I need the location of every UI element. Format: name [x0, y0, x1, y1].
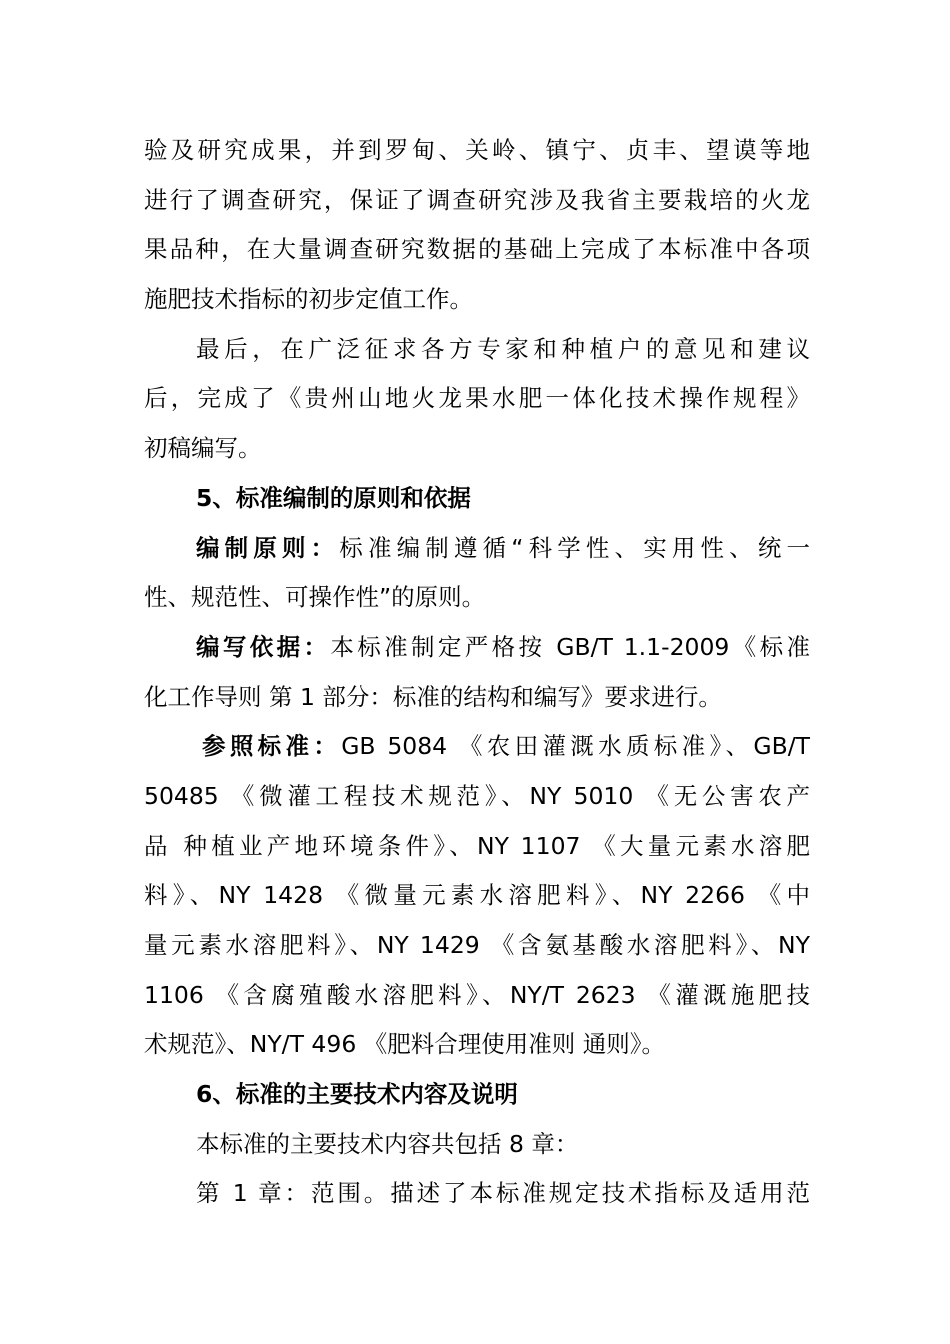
section-heading-6: 6、标准的主要技术内容及说明 — [196, 1080, 518, 1109]
paragraph-line: 进行了调查研究，保证了调查研究涉及我省主要栽培的火龙 — [144, 185, 810, 214]
references-line — [144, 722, 810, 772]
references-label: 参照标准： — [202, 732, 342, 761]
paragraph-line: 料》、NY 1428 《微量元素水溶肥料》、NY 2266 《中 — [144, 881, 810, 910]
basis-line — [144, 623, 810, 673]
paragraph-line: 后，完成了《贵州山地火龙果水肥一体化技术操作规程》 — [144, 384, 810, 413]
paragraph-line: 本标准的主要技术内容共包括 8 章： — [196, 1129, 579, 1158]
paragraph-line: 1106 《含腐殖酸水溶肥料》、NY/T 2623 《灌溉施肥技 — [144, 980, 810, 1009]
section-heading-5: 5、标准编制的原则和依据 — [196, 483, 471, 512]
paragraph-line: 验及研究成果，并到罗甸、关岭、镇宁、贞丰、望谟等地 — [144, 136, 810, 164]
document-page — [144, 126, 810, 1219]
references-text: GB 5084 《农田灌溉水质标准》、GB/T — [341, 732, 810, 761]
paragraph-line: 最后，在广泛征求各方专家和种植户的意见和建议 — [196, 334, 810, 363]
basis-text: 本标准制定严格按 GB/T 1.1-2009《标准 — [330, 632, 811, 661]
paragraph-line: 量元素水溶肥料》、NY 1429 《含氨基酸水溶肥料》、NY — [144, 931, 810, 959]
paragraph-line: 品 种植业产地环境条件》、NY 1107 《大量元素水溶肥 — [144, 831, 810, 860]
paragraph-line: 性、规范性、可操作性”的原则。 — [144, 583, 486, 612]
paragraph-line: 初稿编写。 — [144, 434, 262, 463]
basis-label: 编写依据： — [196, 632, 331, 661]
paragraph-line: 50485 《微灌工程技术规范》、NY 5010 《无公害农产 — [144, 781, 810, 810]
principle-line — [144, 524, 810, 574]
paragraph-line: 术规范》、NY/T 496 《肥料合理使用准则 通则》。 — [144, 1030, 665, 1059]
paragraph-line: 果品种，在大量调查研究数据的基础上完成了本标准中各项 — [144, 235, 810, 264]
paragraph-line: 第 1 章：范围。描述了本标准规定技术指标及适用范 — [196, 1179, 810, 1208]
paragraph-line: 化工作导则 第 1 部分：标准的结构和编写》要求进行。 — [144, 682, 722, 711]
principle-text: 标准编制遵循“科学性、实用性、统一 — [339, 533, 810, 562]
paragraph-line: 施肥技术指标的初步定值工作。 — [144, 285, 473, 314]
principle-label: 编制原则： — [196, 533, 340, 562]
